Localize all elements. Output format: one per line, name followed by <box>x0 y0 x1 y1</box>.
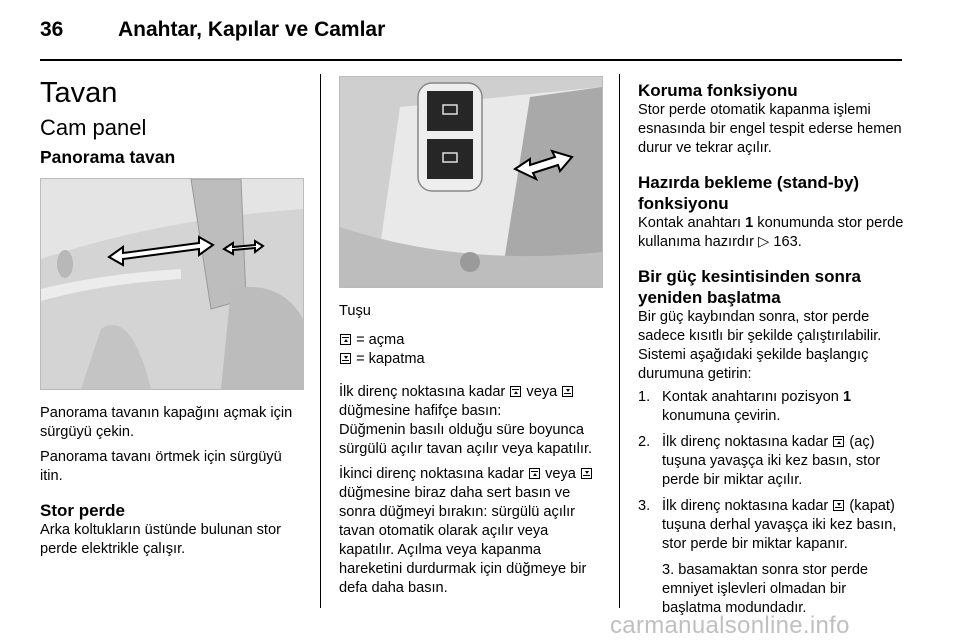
subsection-title: Cam panel <box>40 115 147 140</box>
header-rule <box>40 59 902 61</box>
list-item: 3. İlk direnç noktasına kadar (kapat) tuşuna derhal yavaşça iki kez basın, stor perde bir miktar kapanır. <box>638 498 897 552</box>
first-resistance-text: İlk direnç noktasına kadar veya düğmesine hafifçe basın: <box>339 383 605 421</box>
arrow-right-icon: ▷ <box>758 234 770 250</box>
list-item: 2. İlk direnç noktasına kadar (aç) tuşuna yavaşça iki kez basın, stor perde bir miktar açılır. <box>638 434 881 488</box>
panorama-roof-illustration <box>40 178 304 390</box>
protection-text: Stor perde otomatik kapanma işlemi esnasında bir engel tespit ederse hemen durur ve tekrar açılır. <box>638 102 902 156</box>
list-item: 1. Kontak anahtarını pozisyon 1 konumuna çevirin. <box>638 389 852 424</box>
standby-text: Kontak anahtarı 1 konumunda stor perde kullanıma hazırdır ▷ 163. <box>638 215 904 250</box>
section-title: Tavan <box>40 77 118 109</box>
column-2 <box>339 70 605 598</box>
close-button-icon <box>562 386 573 397</box>
close-legend: = kapatma <box>339 350 605 369</box>
panorama-open-text: Panorama tavanın kapağını açmak için sürgüyü çekin. <box>40 405 293 440</box>
second-resistance-text: İkinci direnç noktasına kadar veya düğmesine biraz daha sert basın ve sonra düğmeyi bırakın: sürgülü açılır tavan otomatik olarak açılır veya kapatılır. Açılma veya kapanma hareketini durdurmak için düğmeye bir defa daha basın. <box>339 465 605 598</box>
chapter-title: Anahtar, Kapılar ve Camlar <box>118 18 386 41</box>
open-button-icon <box>340 334 351 345</box>
restart-steps <box>638 388 904 554</box>
watermark: carmanualsonline.info <box>610 612 850 639</box>
open-legend: = açma <box>339 331 605 350</box>
close-button-icon <box>833 500 844 511</box>
panorama-close-text: Panorama tavanı örtmek için sürgüyü itin. <box>40 449 282 484</box>
close-button-icon <box>340 353 351 364</box>
page-header <box>40 18 902 58</box>
restart-text: Bir güç kaybından sonra, stor perde sadece kısıtlı bir şekilde çalıştırılabilir. Sistemi aşağıdaki şekilde başlangıç durumuna getirin: <box>638 309 882 382</box>
restart-heading: Bir güç kesintisinden sonra yeniden başlatma <box>638 267 861 307</box>
stor-text: Arka koltukların üstünde bulunan stor perde elektrikle çalışır. <box>40 522 281 557</box>
open-button-icon <box>529 468 540 479</box>
restart-note: 3. basamaktan sonra stor perde emniyet işlevleri olmadan bir başlatma modundadır. <box>662 562 869 616</box>
open-button-icon <box>833 436 844 447</box>
close-button-icon <box>581 468 592 479</box>
column-divider-1 <box>320 74 321 608</box>
subsubsection-title: Panorama tavan <box>40 147 176 167</box>
protection-heading: Koruma fonksiyonu <box>638 81 798 100</box>
key-label: Tuşu <box>339 303 371 319</box>
open-button-icon <box>510 386 521 397</box>
stor-heading: Stor perde <box>40 501 126 520</box>
standby-heading: Hazırda bekleme (stand-by) fonksiyonu <box>638 173 860 213</box>
first-resistance-detail: Düğmenin basılı olduğu süre boyunca sürgülü açılır tavan açılır veya kapatılır. <box>339 422 593 457</box>
roof-switch-illustration <box>339 76 603 288</box>
page-number: 36 <box>40 18 64 41</box>
column-1 <box>40 70 306 559</box>
column-divider-2 <box>619 74 620 608</box>
column-3 <box>638 70 904 618</box>
